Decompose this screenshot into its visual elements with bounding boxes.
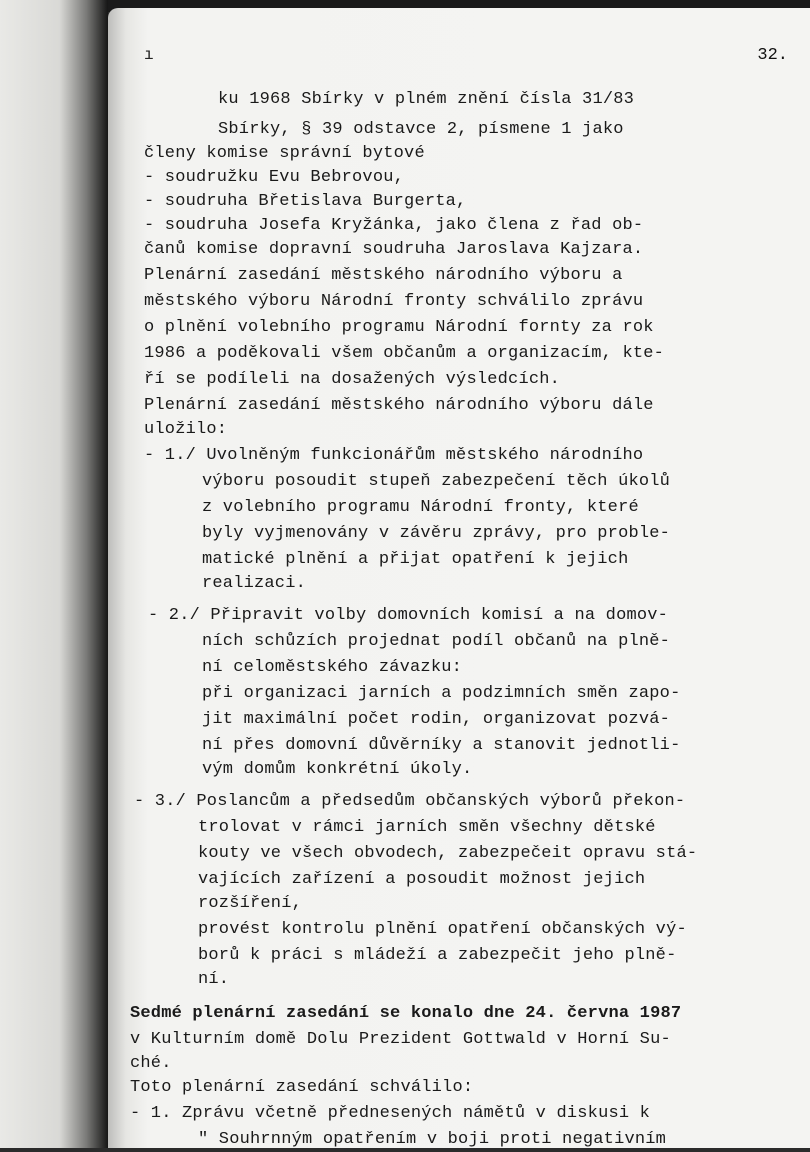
text-line: ní. [198, 970, 230, 989]
document-page [108, 8, 810, 1148]
text-line: vým domům konkrétní úkoly. [202, 760, 473, 779]
text-line: trolovat v rámci jarních směn všechny dětské [198, 818, 656, 837]
text-line: provést kontrolu plnění opatření občanských vý- [198, 920, 687, 939]
text-line: městského výboru Národní fronty schválilo zprávu [144, 292, 644, 311]
text-line: o plnění volebního programu Národní fornty za rok [144, 318, 654, 337]
text-line: členy komise správní bytové [144, 144, 425, 163]
book-spine-left-page [0, 0, 108, 1148]
text-line: ří se podíleli na dosažených výsledcích. [144, 370, 561, 389]
text-line: čanů komise dopravní soudruha Jaroslava Kajzara. [144, 240, 644, 259]
text-line: borů k práci s mládeží a zabezpečit jeho plně- [198, 946, 677, 965]
text-line: ních schůzích projednat podíl občanů na plně- [202, 632, 671, 651]
list-item: - soudruha Josefa Kryžánka, jako člena z řad ob- [144, 216, 644, 235]
text-line: ché. [130, 1054, 172, 1073]
text-line: Sbírky, § 39 odstavce 2, písmene 1 jako [218, 120, 624, 139]
list-item: - soudruha Břetislava Burgerta, [144, 192, 467, 211]
text-line: Plenární zasedání městského národního výboru a [144, 266, 623, 285]
text-line: při organizaci jarních a podzimních směn zapo- [202, 684, 681, 703]
text-line: byly vyjmenovány v závěru zprávy, pro proble- [202, 524, 671, 543]
text-line: ní celoměstského závazku: [202, 658, 463, 677]
text-line: kouty ve všech obvodech, zabezpečeit opravu stá- [198, 844, 698, 863]
text-line: Toto plenární zasedání schválilo: [130, 1078, 474, 1097]
page-number: 32. [757, 46, 788, 65]
text-line: 1986 a poděkovali všem občanům a organizacím, kte- [144, 344, 665, 363]
text-line: Sedmé plenární zasedání se konalo dne 24. června 1987 [130, 1004, 682, 1023]
text-line: matické plnění a přijat opatření k jejich [202, 550, 629, 569]
text-line: ku 1968 Sbírky v plném znění čísla 31/83 [218, 90, 635, 109]
list-item: - 3./ Poslancům a předsedům občanských výborů překon- [134, 792, 686, 811]
text-line: z volebního programu Národní fronty, které [202, 498, 639, 517]
text-line: uložilo: [144, 420, 228, 439]
text-line: rozšíření, [198, 894, 303, 913]
text-line: v Kulturním domě Dolu Prezident Gottwald v Horní Su- [130, 1030, 671, 1049]
list-item: - soudružku Evu Bebrovou, [144, 168, 405, 187]
text-line: jit maximální počet rodin, organizovat pozvá- [202, 710, 671, 729]
text-line: výboru posoudit stupeň zabezpečení těch úkolů [202, 472, 671, 491]
text-line: ní přes domovní důvěrníky a stanovit jednotli- [202, 736, 681, 755]
list-item: - 1. Zprávu včetně přednesených námětů v diskusi k [130, 1104, 651, 1123]
list-item: - 1./ Uvolněným funkcionářům městského národního [144, 446, 644, 465]
text-line: realizaci. [202, 574, 307, 593]
text-line: " Souhrnným opatřením v boji proti negativním [198, 1130, 667, 1149]
text-line: vajících zařízení a posoudit možnost jejich [198, 870, 646, 889]
text-line: Plenární zasedání městského národního výboru dále [144, 396, 654, 415]
margin-mark: ı [144, 46, 154, 64]
list-item: - 2./ Připravit volby domovních komisí a na domov- [148, 606, 669, 625]
